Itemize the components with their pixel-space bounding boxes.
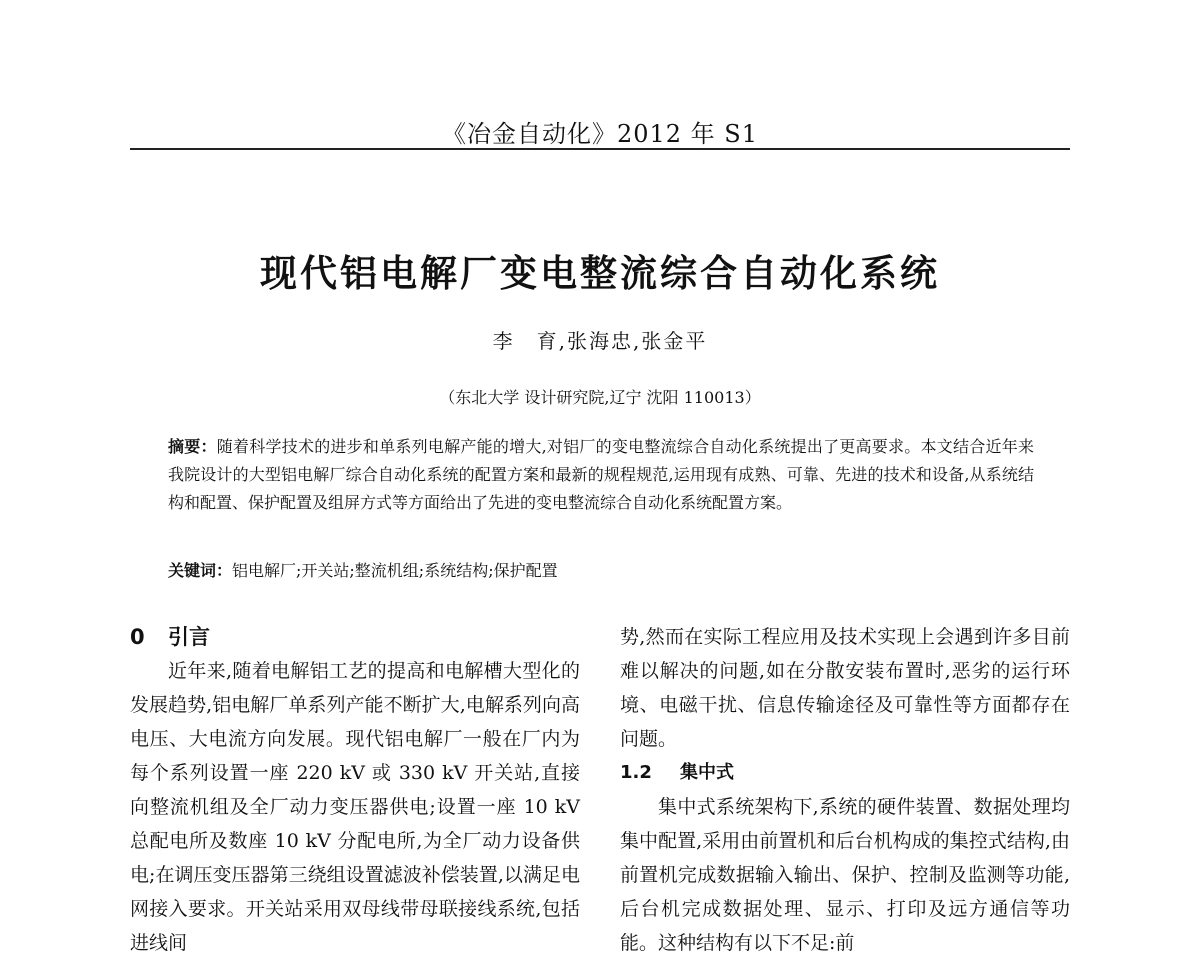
keywords-label: 关键词： <box>168 561 233 580</box>
subsection-heading-centralized <box>620 756 1070 790</box>
authors: 李 育,张海忠,张金平 <box>492 329 708 353</box>
centralized-paragraph: 集中式系统架构下,系统的硬件装置、数据处理均集中配置,采用由前置机和后台机构成的集控式结构,由前置机完成数据输入输出、保护、控制及监测等功能,后台机完成数据处理、显示、打印及远方通信等功能。这种结构有以下不足:前 <box>620 796 1070 954</box>
abstract-label: 摘要： <box>168 437 217 456</box>
left-column <box>130 620 580 960</box>
subsection-title: 集中式 <box>680 762 734 783</box>
section-heading-introduction <box>130 620 580 654</box>
abstract <box>168 433 1034 517</box>
keywords-text: 铝电解厂;开关站;整流机组;系统结构;保护配置 <box>232 561 558 580</box>
intro-paragraph: 近年来,随着电解铝工艺的提高和电解槽大型化的发展趋势,铝电解厂单系列产能不断扩大,电解系列向高电压、大电流方向发展。现代铝电解厂一般在厂内为每个系列设置一座 220 kV 或 330 kV 开关站,直接向整流机组及全厂动力变压器供电;设置一座 10 kV 总配电所及数座 10 kV 分配电所,为全厂动力设备供电;在调压变压器第三绕组设置滤波补偿装置,以满足电网接入要求。开关站采用双母线带母联接线系统,包括进线间 <box>130 660 580 954</box>
keywords <box>168 557 1034 585</box>
abstract-text: 随着科学技术的进步和单系列电解产能的增大,对铝厂的变电整流综合自动化系统提出了更高要求。本文结合近年来我院设计的大型铝电解厂综合自动化系统的配置方案和最新的规程规范,运用现有成熟、可靠、先进的技术和设备,从系统结构和配置、保护配置及组屏方式等方面给出了先进的变电整流综合自动化系统配置方案。 <box>168 437 1034 512</box>
right-column <box>620 620 1070 960</box>
section-title: 引言 <box>168 625 210 649</box>
journal-header: 《冶金自动化》2012 年 S1 <box>441 120 759 148</box>
section-number: 0 <box>130 625 145 649</box>
affiliation: （东北大学 设计研究院,辽宁 沈阳 110013） <box>439 388 761 407</box>
subsection-number: 1.2 <box>620 762 652 783</box>
continued-paragraph: 势,然而在实际工程应用及技术实现上会遇到许多目前难以解决的问题,如在分散安装布置时,恶劣的运行环境、电磁干扰、信息传输途径及可靠性等方面都存在问题。 <box>620 626 1070 750</box>
paper-title: 现代铝电解厂变电整流综合自动化系统 <box>260 252 940 295</box>
header-rule <box>130 148 1070 150</box>
